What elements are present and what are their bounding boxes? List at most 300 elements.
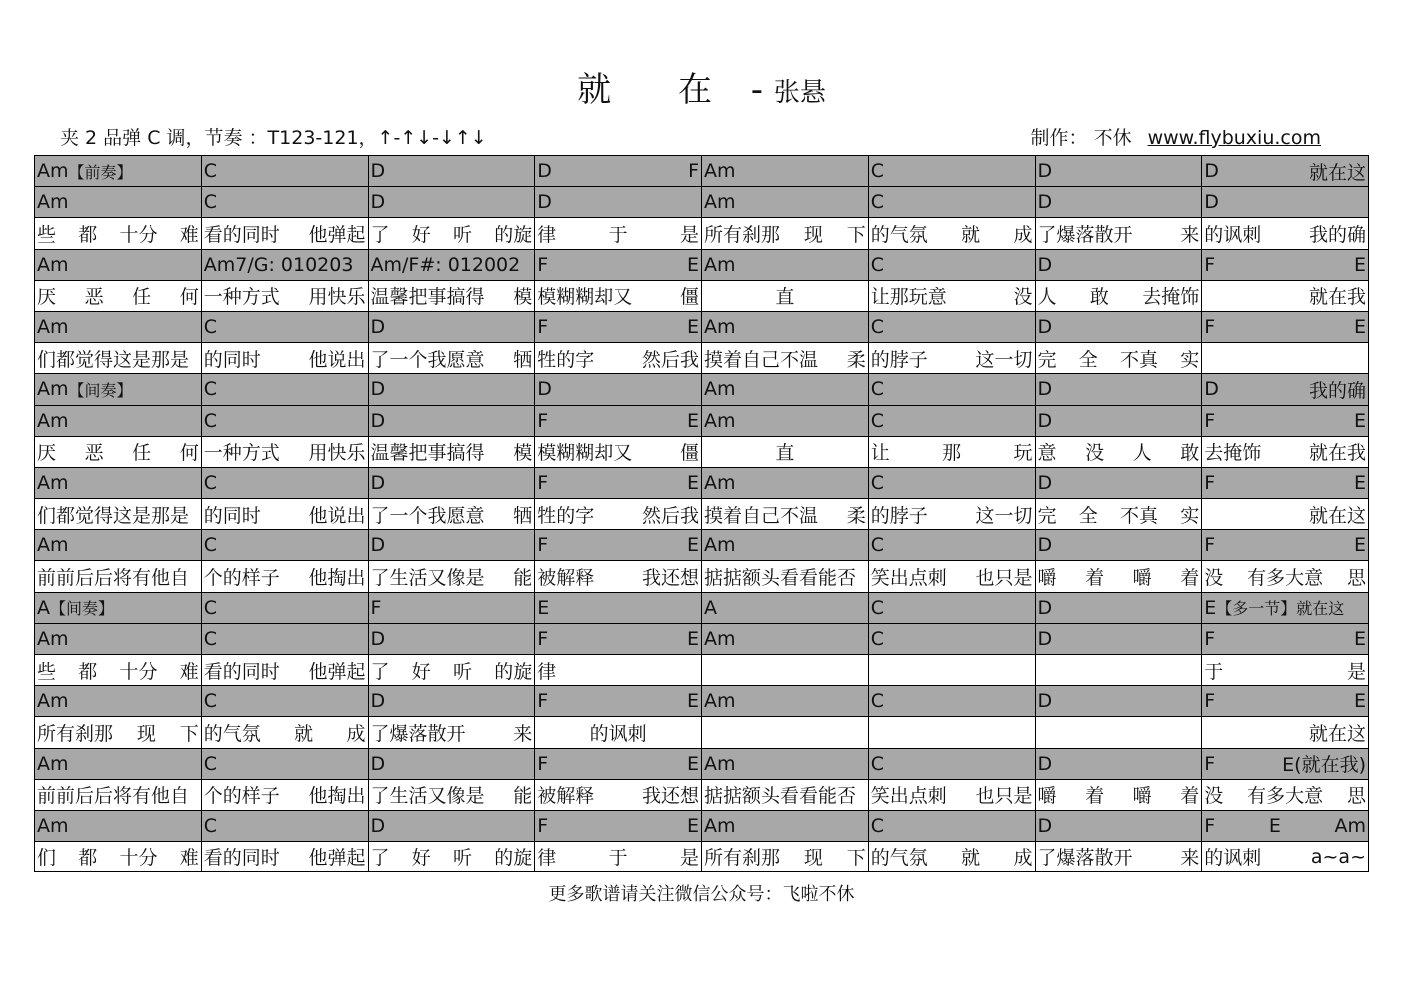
lyric-text: 用快乐 <box>308 286 366 309</box>
chord-symbol: E <box>537 596 550 619</box>
chord-symbol: Am <box>1334 815 1366 838</box>
chord-cell <box>34 748 201 779</box>
lyric-text: 嚼 <box>1037 785 1057 808</box>
chord-symbol: E(就在我) <box>1282 754 1366 777</box>
lyric-text: 让那玩意 <box>870 286 947 309</box>
lyric-text: 完 <box>1037 504 1057 527</box>
artist-name: 张悬 <box>773 78 826 108</box>
lyric-text: 全 <box>1078 348 1098 371</box>
chord-cell <box>1035 405 1202 436</box>
chord-symbol: D <box>1037 627 1053 650</box>
lyric-text: 十分 <box>119 223 158 246</box>
chord-row <box>34 373 1369 404</box>
chord-cell <box>701 405 868 436</box>
chord-symbol: C <box>203 378 218 401</box>
chord-symbol: E <box>1353 471 1366 494</box>
lyric-text: 了生活又像是 <box>370 785 485 808</box>
lyric-text: 他弹起 <box>308 223 366 246</box>
chord-cell <box>701 311 868 342</box>
lyric-text: 下 <box>846 847 866 870</box>
lyric-cell <box>701 716 868 747</box>
chord-cell <box>701 810 868 841</box>
lyric-text: 听 <box>452 223 472 246</box>
lyric-text: 牺 <box>513 504 533 527</box>
lyric-text: 他弹起 <box>308 660 366 683</box>
lyric-cell <box>701 436 868 467</box>
lyric-row <box>34 217 1369 248</box>
lyric-text: 去掩饰 <box>1142 286 1200 309</box>
lyric-cell <box>201 498 368 529</box>
chord-cell <box>868 810 1035 841</box>
chord-symbol: Am <box>704 534 736 557</box>
lyric-text: 现 <box>803 847 823 870</box>
lyric-text: 模 <box>513 286 533 309</box>
lyric-text: 的气氛 <box>870 847 928 870</box>
lyric-cell <box>1035 716 1202 747</box>
chord-cell <box>1035 685 1202 716</box>
lyric-text: 着 <box>1085 785 1105 808</box>
chord-symbol: D <box>370 191 386 214</box>
lyric-text: 的同时 <box>203 504 261 527</box>
lyric-text: 牲的字 <box>537 504 595 527</box>
lyric-text: 现 <box>136 722 156 745</box>
lyric-text: 的讽刺 <box>589 722 647 745</box>
chord-symbol: C <box>203 471 218 494</box>
chord-cell <box>201 748 368 779</box>
lyric-text: 恶 <box>84 286 104 309</box>
lyric-text: 没 <box>1204 567 1224 590</box>
chord-symbol: E <box>686 690 699 713</box>
chord-cell <box>1035 155 1202 186</box>
chord-cell <box>34 592 201 623</box>
chord-cell <box>1201 249 1369 280</box>
chord-cell <box>1035 311 1202 342</box>
chord-symbol: 我的确 <box>1308 379 1366 402</box>
chord-cell <box>1201 810 1369 841</box>
lyric-text: 他说出 <box>308 348 366 371</box>
lyric-text: 没 <box>1204 785 1224 808</box>
chord-cell <box>1035 467 1202 498</box>
lyric-text: 就在这 <box>1308 504 1366 527</box>
chord-symbol: Am <box>704 316 736 339</box>
chord-symbol: Am <box>704 627 736 650</box>
chord-symbol: D <box>1037 690 1053 713</box>
lyric-cell <box>1035 560 1202 591</box>
chord-symbol: C <box>870 471 885 494</box>
lyric-text: 前前后后将有他自 <box>37 567 190 590</box>
chord-cell <box>368 529 535 560</box>
lyric-text: 的气氛 <box>203 722 261 745</box>
lyric-text: 被解释 <box>537 785 595 808</box>
chord-cell <box>1201 311 1369 342</box>
lyric-text: 恶 <box>84 442 104 465</box>
chord-cell <box>1201 186 1369 217</box>
chord-symbol: D <box>370 160 386 183</box>
chord-symbol: C <box>203 316 218 339</box>
chord-cell <box>1201 373 1369 404</box>
chord-cell <box>1201 405 1369 436</box>
section-tag: 【间奏】 <box>50 599 115 619</box>
chord-symbol: C <box>203 160 218 183</box>
lyric-text: 也只是 <box>975 567 1033 590</box>
lyric-text: 好 <box>411 223 431 246</box>
lyric-cell <box>1201 498 1369 529</box>
chord-symbol: D <box>370 690 386 713</box>
chord-symbol: Am <box>704 409 736 432</box>
chord-cell <box>34 623 201 654</box>
chord-cell <box>201 592 368 623</box>
lyric-text: 的讽刺 <box>1204 847 1262 870</box>
chord-cell <box>534 311 701 342</box>
chord-cell <box>368 373 535 404</box>
chord-sheet-grid <box>34 155 1369 872</box>
chord-cell <box>1201 592 1369 623</box>
chord-symbol: F <box>537 627 549 650</box>
lyric-text: 难 <box>179 847 199 870</box>
chord-cell <box>868 373 1035 404</box>
lyric-cell <box>868 841 1035 872</box>
lyric-cell <box>534 498 701 529</box>
chord-symbol: Am <box>704 160 736 183</box>
chord-symbol: F <box>1204 690 1216 713</box>
lyric-cell <box>34 217 201 248</box>
lyric-text: 人 <box>1132 442 1152 465</box>
lyric-text: 模糊糊却又 <box>537 286 633 309</box>
lyric-cell <box>201 560 368 591</box>
chord-cell <box>201 623 368 654</box>
chord-cell <box>34 405 201 436</box>
chord-cell <box>368 405 535 436</box>
chord-symbol: D <box>1037 316 1053 339</box>
chord-symbol: F <box>537 316 549 339</box>
lyric-text: 温馨把事搞得 <box>370 286 485 309</box>
lyric-text: 的讽刺 <box>1204 223 1262 246</box>
chord-row <box>34 155 1369 186</box>
chord-symbol: C <box>870 534 885 557</box>
chord-cell <box>34 155 201 186</box>
chord-symbol: Am7/G: 010203 <box>203 253 354 276</box>
chord-symbol: C <box>870 253 885 276</box>
chord-symbol: D <box>370 471 386 494</box>
lyric-cell <box>201 716 368 747</box>
chord-cell <box>368 186 535 217</box>
chord-cell <box>534 810 701 841</box>
lyric-cell <box>34 436 201 467</box>
lyric-cell <box>201 779 368 810</box>
lyric-text: 然后我 <box>641 504 699 527</box>
chord-cell <box>368 623 535 654</box>
chord-symbol: C <box>203 815 218 838</box>
chord-cell <box>1035 592 1202 623</box>
lyric-text: 律 <box>537 847 557 870</box>
lyric-cell <box>1035 498 1202 529</box>
lyric-cell <box>201 342 368 373</box>
lyric-text: 前前后后将有他自 <box>37 785 190 808</box>
lyric-text: 来 <box>513 722 533 745</box>
lyric-cell <box>534 342 701 373</box>
lyric-row <box>34 498 1369 529</box>
lyric-cell <box>868 560 1035 591</box>
lyric-cell <box>34 841 201 872</box>
chord-symbol: E <box>686 471 699 494</box>
lyric-text: 是 <box>1346 660 1366 683</box>
lyric-text: 听 <box>452 847 472 870</box>
lyric-cell <box>368 779 535 810</box>
section-tag: 【多一节】就在这 <box>1216 599 1345 619</box>
chord-row <box>34 592 1369 623</box>
chord-symbol: F <box>1204 409 1216 432</box>
chord-row <box>34 249 1369 280</box>
lyric-text: 下 <box>846 223 866 246</box>
lyric-text: 的同时 <box>203 348 261 371</box>
lyric-cell <box>868 217 1035 248</box>
lyric-text: 难 <box>179 223 199 246</box>
lyric-text: 这一切 <box>975 348 1033 371</box>
chord-symbol: D <box>1204 191 1219 214</box>
lyric-text: 成 <box>346 722 366 745</box>
lyric-cell <box>1035 217 1202 248</box>
lyric-text: 就在我 <box>1308 442 1366 465</box>
chord-cell <box>201 155 368 186</box>
lyric-text: 于 <box>608 223 628 246</box>
lyric-cell <box>34 498 201 529</box>
chord-symbol: E <box>686 534 699 557</box>
song-title <box>0 68 1403 115</box>
chord-cell <box>701 748 868 779</box>
chord-row <box>34 810 1369 841</box>
lyric-cell <box>368 498 535 529</box>
lyric-cell <box>368 716 535 747</box>
capo-rhythm-info: 夹 2 品弹 C 调，节奏 ：T123-121，↑-↑↓-↓↑↓ <box>60 127 487 149</box>
lyric-cell <box>1201 560 1369 591</box>
chord-cell <box>701 155 868 186</box>
lyric-text: 没 <box>1085 442 1105 465</box>
lyric-cell <box>34 654 201 685</box>
lyric-text: 看的同时 <box>203 847 280 870</box>
chord-cell <box>1201 685 1369 716</box>
chord-symbol: F <box>370 596 382 619</box>
chord-symbol: D <box>1037 815 1053 838</box>
chord-cell <box>1035 373 1202 404</box>
lyric-text: 完 <box>1037 348 1057 371</box>
lyric-text: 一种方式 <box>203 442 280 465</box>
lyric-text: 能 <box>513 567 533 590</box>
lyric-text: 律 <box>537 660 557 683</box>
chord-symbol: D <box>1037 160 1053 183</box>
lyric-text: 摸着自己不温 <box>704 348 819 371</box>
chord-cell <box>534 155 701 186</box>
chord-cell <box>868 623 1035 654</box>
chord-cell <box>868 685 1035 716</box>
chord-symbol: D <box>1037 534 1053 557</box>
chord-cell <box>868 405 1035 436</box>
chord-cell <box>1035 529 1202 560</box>
lyric-text: 了爆落散开 <box>1037 847 1133 870</box>
chord-cell <box>1035 186 1202 217</box>
chord-cell <box>701 623 868 654</box>
chord-cell <box>368 155 535 186</box>
lyric-row <box>34 654 1369 685</box>
lyric-text: 于 <box>608 847 628 870</box>
chord-row <box>34 748 1369 779</box>
lyric-cell <box>368 280 535 311</box>
lyric-cell <box>701 560 868 591</box>
chord-symbol: D <box>1037 378 1053 401</box>
chord-symbol: E <box>1268 815 1281 838</box>
chord-symbol: A <box>37 596 50 619</box>
chord-cell <box>201 810 368 841</box>
lyric-text: 任 <box>132 442 152 465</box>
chord-symbol: E <box>1353 534 1366 557</box>
lyric-text: 一种方式 <box>203 286 280 309</box>
lyric-text: 就 <box>961 847 981 870</box>
chord-symbol: C <box>203 627 218 650</box>
lyric-text: 实 <box>1180 504 1200 527</box>
lyric-text: 掂掂额头看看能否 <box>704 785 857 808</box>
chord-symbol: A <box>704 596 717 619</box>
lyric-cell <box>1035 841 1202 872</box>
lyric-text: 模 <box>513 442 533 465</box>
footer-note: 更多歌谱请关注微信公众号：飞啦不休 <box>548 884 855 905</box>
lyric-cell <box>1201 436 1369 467</box>
lyric-text: 有多大意 <box>1247 785 1324 808</box>
chord-cell <box>1035 810 1202 841</box>
chord-symbol: Am <box>37 690 69 713</box>
lyric-text: 难 <box>179 660 199 683</box>
chord-cell <box>201 373 368 404</box>
lyric-text: 了 <box>370 660 390 683</box>
lyric-text: 笑出点刺 <box>870 785 947 808</box>
chord-cell <box>534 467 701 498</box>
credits <box>1031 125 1321 151</box>
chord-cell <box>1201 155 1369 186</box>
chord-cell <box>701 685 868 716</box>
chord-cell <box>34 529 201 560</box>
chord-symbol: C <box>203 534 218 557</box>
chord-symbol: D <box>1037 409 1053 432</box>
chord-row <box>34 623 1369 654</box>
lyric-text: 他掏出 <box>308 785 366 808</box>
chord-symbol: Am <box>704 253 736 276</box>
chord-symbol: C <box>870 409 885 432</box>
lyric-row <box>34 560 1369 591</box>
lyric-cell <box>1201 280 1369 311</box>
website-link[interactable]: www.flybuxiu.com <box>1147 127 1321 149</box>
chord-cell <box>1201 623 1369 654</box>
chord-symbol: Am <box>37 160 69 183</box>
chord-row <box>34 467 1369 498</box>
lyric-row <box>34 716 1369 747</box>
lyric-text: 所有刹那 <box>37 722 114 745</box>
chord-cell <box>1035 249 1202 280</box>
lyric-cell <box>1201 716 1369 747</box>
chord-symbol: Am <box>37 534 69 557</box>
maker-label: 制作： 不休 <box>1030 127 1132 149</box>
chord-cell <box>534 405 701 436</box>
chord-cell <box>534 249 701 280</box>
chord-row <box>34 529 1369 560</box>
lyric-text: 些 <box>37 660 57 683</box>
chord-cell <box>868 311 1035 342</box>
chord-cell <box>368 810 535 841</box>
lyric-cell <box>534 841 701 872</box>
chord-symbol: E <box>686 409 699 432</box>
lyric-cell <box>34 560 201 591</box>
lyric-cell <box>34 716 201 747</box>
lyric-text: 了一个我愿意 <box>370 348 485 371</box>
chord-cell <box>201 186 368 217</box>
lyric-row <box>34 841 1369 872</box>
lyric-text: 个的样子 <box>203 567 280 590</box>
chord-symbol: D <box>537 191 552 214</box>
lyric-text: 就在这 <box>1308 722 1366 745</box>
chord-symbol: E <box>686 627 699 650</box>
chord-symbol: D <box>370 534 386 557</box>
chord-row <box>34 311 1369 342</box>
lyric-text: 任 <box>132 286 152 309</box>
chord-symbol: Am <box>37 409 69 432</box>
lyric-text: 是 <box>679 847 699 870</box>
lyric-text: 就 <box>294 722 314 745</box>
lyric-cell <box>368 654 535 685</box>
lyric-text: 嚼 <box>1132 567 1152 590</box>
chord-cell <box>534 186 701 217</box>
lyric-text: 着 <box>1180 567 1200 590</box>
chord-symbol: E <box>686 316 699 339</box>
lyric-text: 看的同时 <box>203 660 280 683</box>
lyric-cell <box>868 716 1035 747</box>
chord-symbol: Am <box>37 627 69 650</box>
lyric-text: 们都觉得这是那是 <box>37 348 190 371</box>
lyric-cell <box>368 841 535 872</box>
chord-cell <box>368 467 535 498</box>
chord-symbol: C <box>870 690 885 713</box>
lyric-text: 没 <box>1013 286 1033 309</box>
lyric-text: 我的确 <box>1308 223 1366 246</box>
lyric-text: 都 <box>78 223 98 246</box>
lyric-text: 了一个我愿意 <box>370 504 485 527</box>
lyric-text: 十分 <box>119 660 158 683</box>
lyric-text: 不真 <box>1119 348 1158 371</box>
chord-symbol: F <box>688 160 699 183</box>
chord-symbol: D <box>1204 378 1219 401</box>
lyric-text: 直 <box>775 442 795 465</box>
lyric-cell <box>201 217 368 248</box>
chord-symbol: 就在这 <box>1308 161 1366 184</box>
lyric-text: 的脖子 <box>870 504 928 527</box>
chord-symbol: D <box>537 160 552 183</box>
lyric-text: 成 <box>1013 223 1033 246</box>
chord-cell <box>868 155 1035 186</box>
lyric-text: 他掏出 <box>308 567 366 590</box>
chord-symbol: E <box>1204 596 1217 619</box>
lyric-cell <box>1201 654 1369 685</box>
lyric-text: 听 <box>452 660 472 683</box>
chord-symbol: D <box>370 316 386 339</box>
lyric-cell <box>1035 436 1202 467</box>
chord-cell <box>534 592 701 623</box>
chord-cell <box>701 592 868 623</box>
chord-symbol: Am <box>37 316 69 339</box>
chord-symbol: C <box>203 596 218 619</box>
chord-symbol: C <box>870 160 885 183</box>
chord-cell <box>201 249 368 280</box>
chord-symbol: Am <box>704 378 736 401</box>
chord-symbol: D <box>370 627 386 650</box>
lyric-cell <box>368 436 535 467</box>
lyric-cell <box>868 436 1035 467</box>
chord-symbol: E <box>1353 316 1366 339</box>
